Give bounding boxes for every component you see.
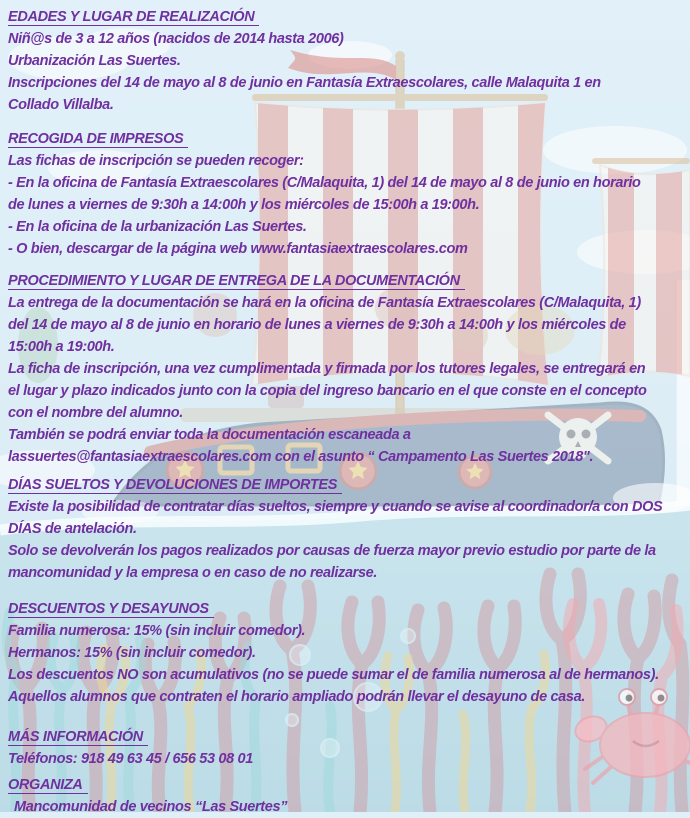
text-line: La entrega de la documentación se hará en la oficina de Fantasía Extraescolares (C/Malaquita, 1) <box>8 295 641 311</box>
text-line: 15:00h a 19:00h. <box>8 339 115 355</box>
text-line: del 14 de mayo al 8 de junio en horario de lunes a viernes de 9:30h a 14:00h y los miércoles de <box>8 317 626 333</box>
text-line: Urbanización Las Suertes. <box>8 53 181 69</box>
section-procedimiento-entrega <box>8 270 646 468</box>
text-line: con el nombre del alumno. <box>8 405 183 421</box>
text-line: Familia numerosa: 15% (sin incluir comedor). <box>8 623 306 639</box>
text-line: La ficha de inscripción, una vez cumplimentada y firmada por los tutores legales, se entregará en <box>8 361 646 377</box>
text-line: - O bien, descargar de la página web www.fantasiaextraescolares.com <box>8 241 468 257</box>
section-recogida-de-impresos <box>8 128 641 260</box>
section-organiza <box>8 774 287 818</box>
text-line: Aquellos alumnos que contraten el horario ampliado podrán llevar el desayuno de casa. <box>8 689 585 705</box>
section-title: ORGANIZA <box>8 774 287 796</box>
section-title: PROCEDIMIENTO Y LUGAR DE ENTREGA DE LA DOCUMENTACIÓN <box>8 270 646 292</box>
text-line: Hermanos: 15% (sin incluir comedor). <box>8 645 256 661</box>
section-title: RECOGIDA DE IMPRESOS <box>8 128 641 150</box>
text-line: mancomunidad y la empresa o en caso de no realizarse. <box>8 565 378 581</box>
text-line: de lunes a viernes de 9:30h a 14:00h y los miércoles de 15:00h a 19:00h. <box>8 197 480 213</box>
section-dias-sueltos-devoluciones <box>8 474 662 584</box>
text-line: También se podrá enviar toda la documentación escaneada a <box>8 427 411 443</box>
text-line: Teléfonos: 918 49 63 45 / 656 53 08 01 <box>8 751 253 767</box>
text-line: Collado Villalba. <box>8 97 114 113</box>
text-line: el lugar y plazo indicados junto con la copia del ingreso bancario en el que conste en el concepto <box>8 383 647 399</box>
section-edades-y-lugar <box>8 6 601 116</box>
section-title: MÁS INFORMACIÓN <box>8 726 253 748</box>
text-line: lassuertes@fantasiaextraescolares.com con el asunto “ Campamento Las Suertes 2018". <box>8 449 594 465</box>
text-line: DÍAS de antelación. <box>8 521 137 537</box>
section-mas-informacion <box>8 726 253 770</box>
section-title: DESCUENTOS Y DESAYUNOS <box>8 598 659 620</box>
section-title: EDADES Y LUGAR DE REALIZACIÓN <box>8 6 601 28</box>
text-line: Inscripciones del 14 de mayo al 8 de junio en Fantasía Extraescolares, calle Malaquita 1 en <box>8 75 601 91</box>
section-descuentos-desayunos <box>8 598 659 708</box>
text-line: Niñ@s de 3 a 12 años (nacidos de 2014 hasta 2006) <box>8 31 344 47</box>
text-line: Existe la posibilidad de contratar días sueltos, siempre y cuando se avise al coordinador/a con DOS <box>8 499 663 515</box>
text-line: Mancomunidad de vecinos “Las Suertes” <box>14 799 288 815</box>
text-line: - En la oficina de Fantasía Extraescolares (C/Malaquita, 1) del 14 de mayo al 8 de junio en horario <box>8 175 641 191</box>
section-title: DÍAS SUELTOS Y DEVOLUCIONES DE IMPORTES <box>8 474 662 496</box>
text-line: Los descuentos NO son acumulativos (no se puede sumar el de familia numerosa al de hermanos). <box>8 667 659 683</box>
text-line: Las fichas de inscripción se pueden recoger: <box>8 153 304 169</box>
text-line: - En la oficina de la urbanización Las Suertes. <box>8 219 307 235</box>
text-line: Solo se devolverán los pagos realizados por causas de fuerza mayor previo estudio por parte de la <box>8 543 656 559</box>
